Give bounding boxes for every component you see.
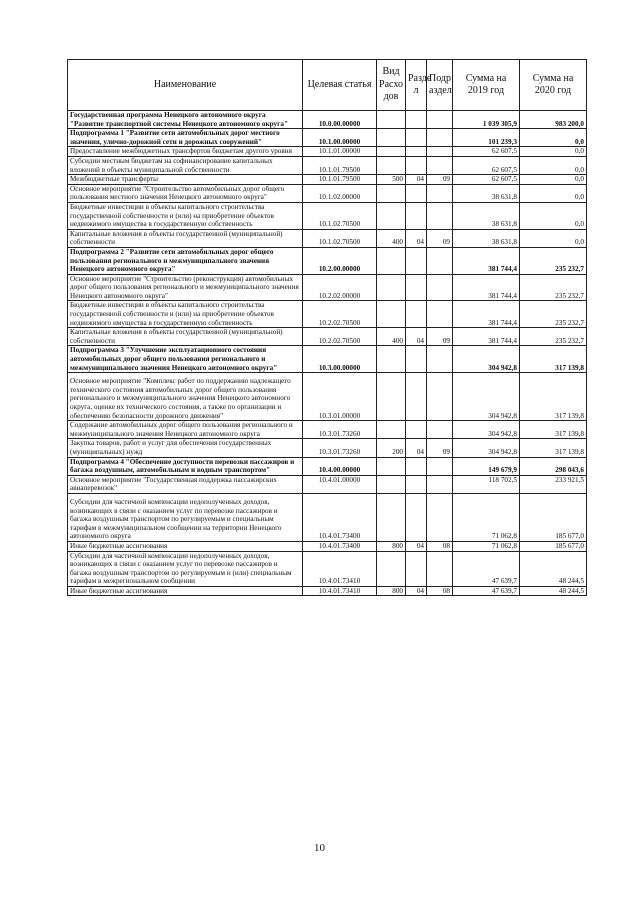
subsection-cell (427, 421, 453, 439)
budget-table (67, 59, 587, 596)
subsection-cell (427, 475, 453, 493)
expense-type-cell (377, 129, 406, 147)
expense-type-cell (377, 301, 406, 328)
sum-2020-cell: 0,0 (520, 156, 587, 174)
row-name-cell (68, 586, 303, 596)
expense-type-cell (377, 551, 406, 586)
section-cell (406, 129, 427, 147)
table-row (68, 586, 587, 596)
table-row (68, 541, 587, 551)
table-row (68, 184, 587, 202)
subsection-cell (427, 111, 453, 129)
expense-type-cell: 500 (377, 175, 406, 185)
table-row (68, 175, 587, 185)
target-code-cell: 10.1.02.70500 (303, 202, 377, 229)
sum-2019-cell: 118 702,5 (453, 475, 520, 493)
subsection-cell: 09 (427, 328, 453, 346)
subsection-cell (427, 202, 453, 229)
expense-type-cell (377, 147, 406, 157)
subsection-cell (427, 247, 453, 274)
sum-2019-cell: 47 639,7 (453, 551, 520, 586)
table-row (68, 247, 587, 274)
row-name-cell (68, 541, 303, 551)
target-code-cell: 10.3.01.73260 (303, 439, 377, 457)
row-name-text: Капитальные вложения в объекты государственной (муниципальной) собственности (70, 328, 283, 345)
row-name-text: Межбюджетные трансферты (70, 175, 158, 184)
sum-2019-cell: 38 631,8 (453, 184, 520, 202)
sum-2019-cell: 304 942,8 (453, 421, 520, 439)
subsection-cell: 08 (427, 541, 453, 551)
target-code-cell: 10.0.00.00000 (303, 111, 377, 129)
page-number: 10 (314, 842, 325, 854)
sum-2019-cell: 381 744,4 (453, 328, 520, 346)
table-row (68, 457, 587, 475)
section-cell (406, 202, 427, 229)
subsection-cell (427, 551, 453, 586)
subsection-cell (427, 493, 453, 541)
target-code-cell: 10.1.00.00000 (303, 129, 377, 147)
sum-2019-cell: 304 942,8 (453, 373, 520, 421)
header-section: Разде л (406, 60, 427, 111)
expense-type-cell: 200 (377, 439, 406, 457)
subsection-cell (427, 184, 453, 202)
row-name-cell (68, 129, 303, 147)
row-name-text: Иные бюджетные ассигнования (70, 586, 168, 595)
row-name-cell (68, 457, 303, 475)
table-row (68, 129, 587, 147)
target-code-cell: 10.4.01.00000 (303, 475, 377, 493)
row-name-cell (68, 301, 303, 328)
target-code-cell: 10.4.00.00000 (303, 457, 377, 475)
sum-2020-cell: 48 244,5 (520, 551, 587, 586)
row-name-text: Основное мероприятие "Комплекс работ по поддержанию надлежащего технического состояния автомобильных дорог общего пользования регионального и межмуниципального значения Ненецкого автономного округа, оценке их технического состояния, а также по организации и обеспечению безопасности дорожного движения" (70, 377, 291, 420)
row-name-text: Основное мероприятие "Строительство (реконструкция) автомобильных дорог общего пользования регионального и межмуниципального значения Ненецкого автономного округа" (70, 274, 299, 300)
row-name-text: Бюджетные инвестиции в объекты капитального строительства государственной собственности и (или) на приобретение объектов недвижимого имущества в государственную собственность (70, 202, 274, 229)
sum-2019-cell: 62 607,5 (453, 175, 520, 185)
sum-2019-cell: 71 062,8 (453, 541, 520, 551)
row-name-text: Подпрограмма 1 "Развитие сети автомобильных дорог местного значения, улично-дорожной сети и дорожных сооружений" (70, 129, 280, 146)
expense-type-cell (377, 493, 406, 541)
row-name-text: Основное мероприятие "Государственная поддержка пассажирских авиаперевозок" (70, 475, 277, 493)
expense-type-cell: 800 (377, 586, 406, 596)
subsection-cell (427, 156, 453, 174)
sum-2020-cell: 185 677,0 (520, 541, 587, 551)
sum-2019-cell: 304 942,8 (453, 439, 520, 457)
target-code-cell: 10.2.02.70500 (303, 301, 377, 328)
section-cell (406, 301, 427, 328)
subsection-cell (427, 301, 453, 328)
expense-type-cell (377, 457, 406, 475)
sum-2020-cell: 235 232,7 (520, 301, 587, 328)
sum-2019-cell: 62 607,5 (453, 147, 520, 157)
row-name-cell (68, 156, 303, 174)
target-code-cell: 10.2.02.00000 (303, 274, 377, 301)
row-name-text: Государственная программа Ненецкого автономного округа "Развитие транспортной системы Ненецкого автономного округа" (70, 111, 288, 128)
header-subsection: Подр аздел (427, 60, 453, 111)
section-cell: 04 (406, 229, 427, 247)
section-cell (406, 493, 427, 541)
row-name-cell (68, 111, 303, 129)
row-name-text: Предоставление межбюджетных трансфертов бюджетам другого уровня (70, 147, 292, 156)
expense-type-cell (377, 156, 406, 174)
expense-type-cell: 800 (377, 541, 406, 551)
table-row (68, 156, 587, 174)
sum-2020-cell: 317 139,8 (520, 373, 587, 421)
row-name-cell (68, 202, 303, 229)
row-name-text: Подпрограмма 2 "Развитие сети автомобильных дорог общего пользования регионального и межмуниципального значения Ненецкого автономного округа" (70, 247, 274, 274)
section-cell (406, 346, 427, 373)
sum-2019-cell: 381 744,4 (453, 247, 520, 274)
sum-2020-cell: 0,0 (520, 202, 587, 229)
table-row (68, 493, 587, 541)
target-code-cell: 10.3.00.00000 (303, 346, 377, 373)
section-cell: 04 (406, 586, 427, 596)
subsection-cell: 08 (427, 586, 453, 596)
row-name-text: Субсидии для частичной компенсации недополученных доходов, возникающих в связи с оказанием услуг по перевозке пассажиров и багажа воздушным транспортом по регулируемым и (или) специальным тарифам в межрегиональном сообщении (70, 551, 292, 586)
sum-2019-cell: 381 744,4 (453, 274, 520, 301)
table-row (68, 229, 587, 247)
sum-2019-cell: 1 039 305,9 (453, 111, 520, 129)
section-cell (406, 274, 427, 301)
target-code-cell: 10.2.02.70500 (303, 328, 377, 346)
sum-2019-cell: 101 239,3 (453, 129, 520, 147)
sum-2019-cell: 71 062,8 (453, 493, 520, 541)
target-code-cell: 10.1.01.00000 (303, 147, 377, 157)
target-code-cell: 10.1.02.70500 (303, 229, 377, 247)
sum-2020-cell: 233 921,5 (520, 475, 587, 493)
section-cell (406, 373, 427, 421)
expense-type-cell (377, 184, 406, 202)
sum-2020-cell: 0,0 (520, 184, 587, 202)
row-name-cell (68, 346, 303, 373)
subsection-cell: 09 (427, 229, 453, 247)
header-name: Наименование (68, 60, 303, 111)
sum-2020-cell: 317 139,8 (520, 346, 587, 373)
section-cell (406, 421, 427, 439)
subsection-cell: 09 (427, 175, 453, 185)
header-sum-2020: Сумма на 2020 год (520, 60, 587, 111)
section-cell (406, 147, 427, 157)
sum-2020-cell: 0,0 (520, 147, 587, 157)
row-name-text: Подпрограмма 3 "Улучшение эксплуатационного состояния автомобильных дорог общего пользования регионального и межмуниципального значения Ненецкого автономного округа" (70, 346, 278, 372)
sum-2020-cell: 317 139,8 (520, 421, 587, 439)
row-name-cell (68, 147, 303, 157)
table-row (68, 346, 587, 373)
table-row (68, 475, 587, 493)
expense-type-cell (377, 475, 406, 493)
row-name-text: Основное мероприятие "Строительство автомобильных дорог общего пользования местного значения Ненецкого автономного округа" (70, 184, 285, 202)
section-cell (406, 184, 427, 202)
section-cell: 04 (406, 175, 427, 185)
sum-2019-cell: 62 607,5 (453, 156, 520, 174)
row-name-text: Иные бюджетные ассигнования (70, 541, 168, 550)
sum-2020-cell: 317 139,8 (520, 439, 587, 457)
section-cell (406, 111, 427, 129)
target-code-cell: 10.4.01.73400 (303, 493, 377, 541)
subsection-cell (427, 457, 453, 475)
sum-2020-cell: 983 200,0 (520, 111, 587, 129)
row-name-cell (68, 439, 303, 457)
table-row (68, 439, 587, 457)
expense-type-cell (377, 373, 406, 421)
subsection-cell (427, 373, 453, 421)
sum-2020-cell: 0,0 (520, 129, 587, 147)
row-name-cell (68, 175, 303, 185)
table-row (68, 147, 587, 157)
header-target: Целевая статья (303, 60, 377, 111)
section-cell: 04 (406, 328, 427, 346)
section-cell: 04 (406, 541, 427, 551)
row-name-text: Капитальные вложения в объекты государственной (муниципальной) собственности (70, 229, 283, 247)
table-body (68, 111, 587, 596)
row-name-cell (68, 184, 303, 202)
section-cell (406, 475, 427, 493)
section-cell (406, 247, 427, 274)
row-name-cell (68, 328, 303, 346)
row-name-cell (68, 373, 303, 421)
table-row (68, 551, 587, 586)
expense-type-cell (377, 346, 406, 373)
sum-2019-cell: 304 942,8 (453, 346, 520, 373)
subsection-cell: 09 (427, 439, 453, 457)
row-name-text: Субсидии для частичной компенсации недополученных доходов, возникающих в связи с оказанием услуг по перевозке пассажиров и багажа воздушным транспортом по регулируемым и специальным тарифам в межмуниципальном сообщении на территории Ненецкого автономного округа (70, 497, 282, 541)
expense-type-cell (377, 421, 406, 439)
target-code-cell: 10.1.02.00000 (303, 184, 377, 202)
target-code-cell: 10.3.01.00000 (303, 373, 377, 421)
sum-2020-cell: 235 232,7 (520, 328, 587, 346)
sum-2020-cell: 0,0 (520, 229, 587, 247)
row-name-cell (68, 493, 303, 541)
table-row (68, 328, 587, 346)
sum-2020-cell: 298 043,6 (520, 457, 587, 475)
sum-2019-cell: 47 639,7 (453, 586, 520, 596)
sum-2020-cell: 235 232,7 (520, 274, 587, 301)
section-cell: 04 (406, 439, 427, 457)
sum-2020-cell: 235 232,7 (520, 247, 587, 274)
expense-type-cell (377, 202, 406, 229)
row-name-text: Закупка товаров, работ и услуг для обеспечения государственных (муниципальных) нужд (70, 439, 272, 456)
expense-type-cell: 400 (377, 328, 406, 346)
expense-type-cell (377, 274, 406, 301)
section-cell (406, 156, 427, 174)
row-name-text: Субсидии местным бюджетам на софинансирование капитальных вложений в объекты муниципальной собственности (70, 156, 273, 174)
row-name-cell (68, 229, 303, 247)
sum-2019-cell: 149 679,9 (453, 457, 520, 475)
table-row (68, 111, 587, 129)
target-code-cell: 10.4.01.73410 (303, 586, 377, 596)
table-row (68, 421, 587, 439)
target-code-cell: 10.1.01.79500 (303, 175, 377, 185)
header-expense-type: Вид Расхо дов (377, 60, 406, 111)
sum-2019-cell: 38 631,8 (453, 229, 520, 247)
table-row (68, 202, 587, 229)
table-header-row (68, 60, 587, 111)
table-row (68, 373, 587, 421)
expense-type-cell: 400 (377, 229, 406, 247)
row-name-text: Бюджетные инвестиции в объекты капитального строительства государственной собственности и (или) на приобретение объектов недвижимого имущества в государственную собственность (70, 301, 274, 327)
sum-2020-cell: 185 677,0 (520, 493, 587, 541)
target-code-cell: 10.1.01.79500 (303, 156, 377, 174)
subsection-cell (427, 129, 453, 147)
table-row (68, 274, 587, 301)
row-name-cell (68, 475, 303, 493)
target-code-cell: 10.3.01.73260 (303, 421, 377, 439)
row-name-cell (68, 421, 303, 439)
header-sum-2019: Сумма на 2019 год (453, 60, 520, 111)
subsection-cell (427, 274, 453, 301)
sum-2020-cell: 0,0 (520, 175, 587, 185)
expense-type-cell (377, 111, 406, 129)
target-code-cell: 10.4.01.73400 (303, 541, 377, 551)
subsection-cell (427, 346, 453, 373)
expense-type-cell (377, 247, 406, 274)
subsection-cell (427, 147, 453, 157)
target-code-cell: 10.4.01.73410 (303, 551, 377, 586)
section-cell (406, 551, 427, 586)
sum-2020-cell: 48 244,5 (520, 586, 587, 596)
sum-2019-cell: 381 744,4 (453, 301, 520, 328)
row-name-text: Подпрограмма 4 "Обеспечение доступности перевозки пассажиров и багажа воздушным, автомобильным и водным транспортом" (70, 457, 295, 475)
row-name-cell (68, 247, 303, 274)
target-code-cell: 10.2.00.00000 (303, 247, 377, 274)
row-name-cell (68, 551, 303, 586)
row-name-cell (68, 274, 303, 301)
sum-2019-cell: 38 631,8 (453, 202, 520, 229)
table-row (68, 301, 587, 328)
section-cell (406, 457, 427, 475)
row-name-text: Содержание автомобильных дорог общего пользования регионального и межмуниципального значения Ненецкого автономного округа (70, 421, 293, 438)
